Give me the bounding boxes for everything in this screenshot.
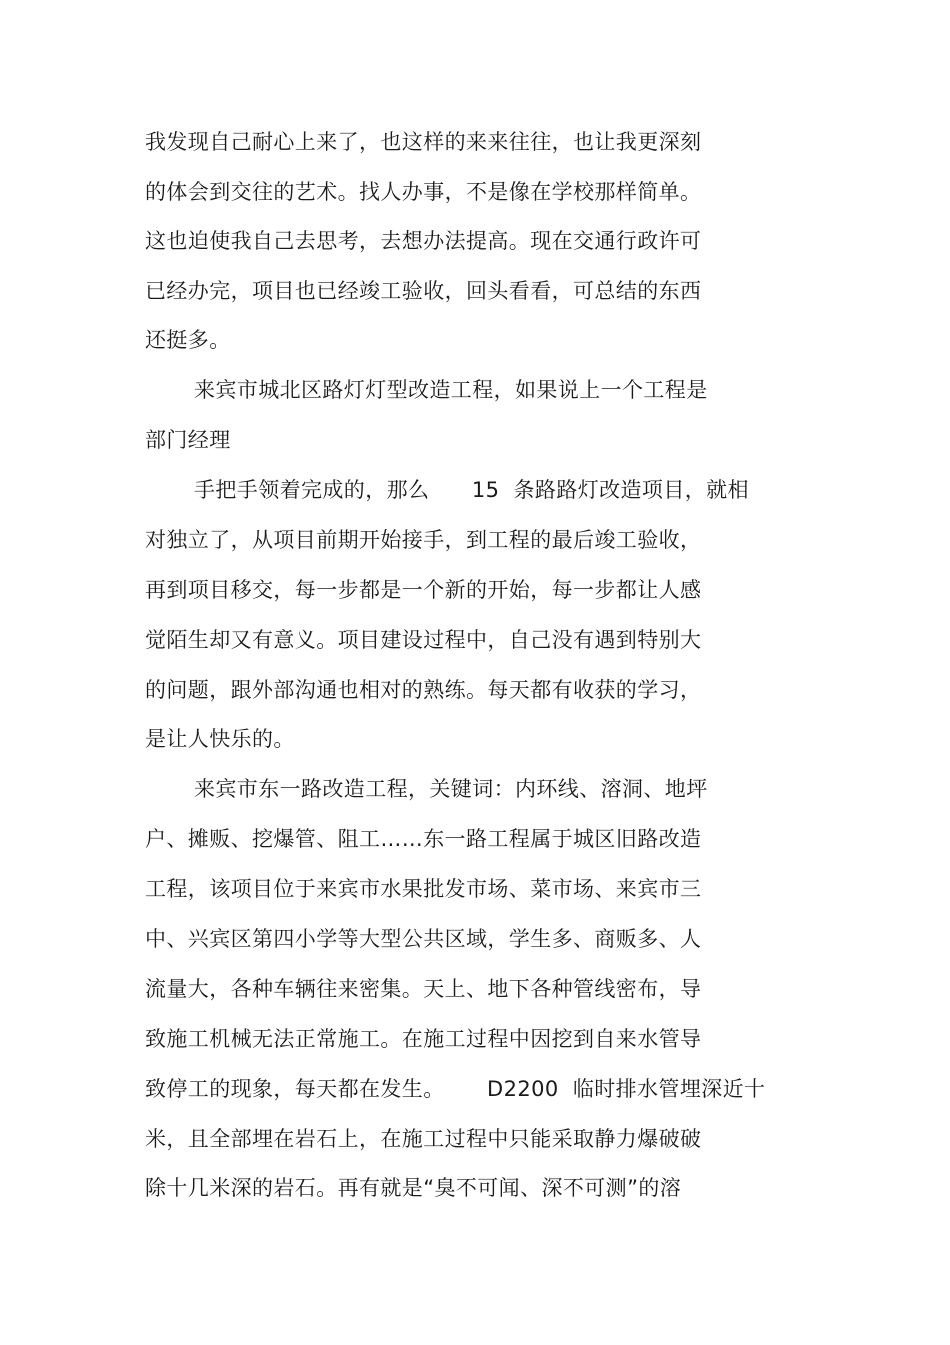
text-line: 再到项目移交，每一步都是一个新的开始，每一步都让人感 (145, 578, 702, 602)
text-line: 对独立了，从项目前期开始接手，到工程的最后竣工验收， (145, 528, 702, 552)
text-line: 米，且全部埋在岩石上，在施工过程中只能采取静力爆破破 (145, 1127, 702, 1151)
paragraph-start-line: 手把手领着完成的，那么 15 条路路灯改造项目，就相 (194, 478, 749, 502)
text-line: 部门经理 (145, 428, 231, 452)
text-line: 我发现自己耐心上来了，也这样的来来往往，也让我更深刻 (145, 130, 702, 154)
text-line: 是让人快乐的。 (145, 727, 295, 751)
text-line: 已经办完，项目也已经竣工验收，回头看看，可总结的东西 (145, 279, 702, 303)
text-line: 工程，该项目位于来宾市水果批发市场、菜市场、来宾市三 (145, 877, 702, 901)
text-line: 的体会到交往的艺术。找人办事，不是像在学校那样简单。 (145, 180, 702, 204)
text-line: 流量大，各种车辆往来密集。天上、地下各种管线密布，导 (145, 977, 702, 1001)
text-line: 除十几米深的岩石。再有就是“臭不可闻、深不可测”的溶 (145, 1176, 682, 1200)
text-line: 还挺多。 (145, 328, 231, 352)
text-line: 觉陌生却又有意义。项目建设过程中，自己没有遇到特别大 (145, 628, 702, 652)
text-line: 中、兴宾区第四小学等大型公共区域，学生多、商贩多、人 (145, 927, 702, 951)
paragraph-start-line: 来宾市城北区路灯灯型改造工程，如果说上一个工程是 (194, 378, 708, 402)
text-line: 这也迫使我自己去思考，去想办法提高。现在交通行政许可 (145, 229, 702, 253)
text-line: 致停工的现象，每天都在发生。 D2200 临时排水管埋深近十 (145, 1077, 766, 1101)
text-line: 户、摊贩、挖爆管、阻工……东一路工程属于城区旧路改造 (145, 827, 702, 851)
text-line: 致施工机械无法正常施工。在施工过程中因挖到自来水管导 (145, 1027, 702, 1051)
text-line: 的问题，跟外部沟通也相对的熟练。每天都有收获的学习， (145, 678, 702, 702)
paragraph-start-line: 来宾市东一路改造工程，关键词：内环线、溶洞、地坪 (194, 777, 708, 801)
